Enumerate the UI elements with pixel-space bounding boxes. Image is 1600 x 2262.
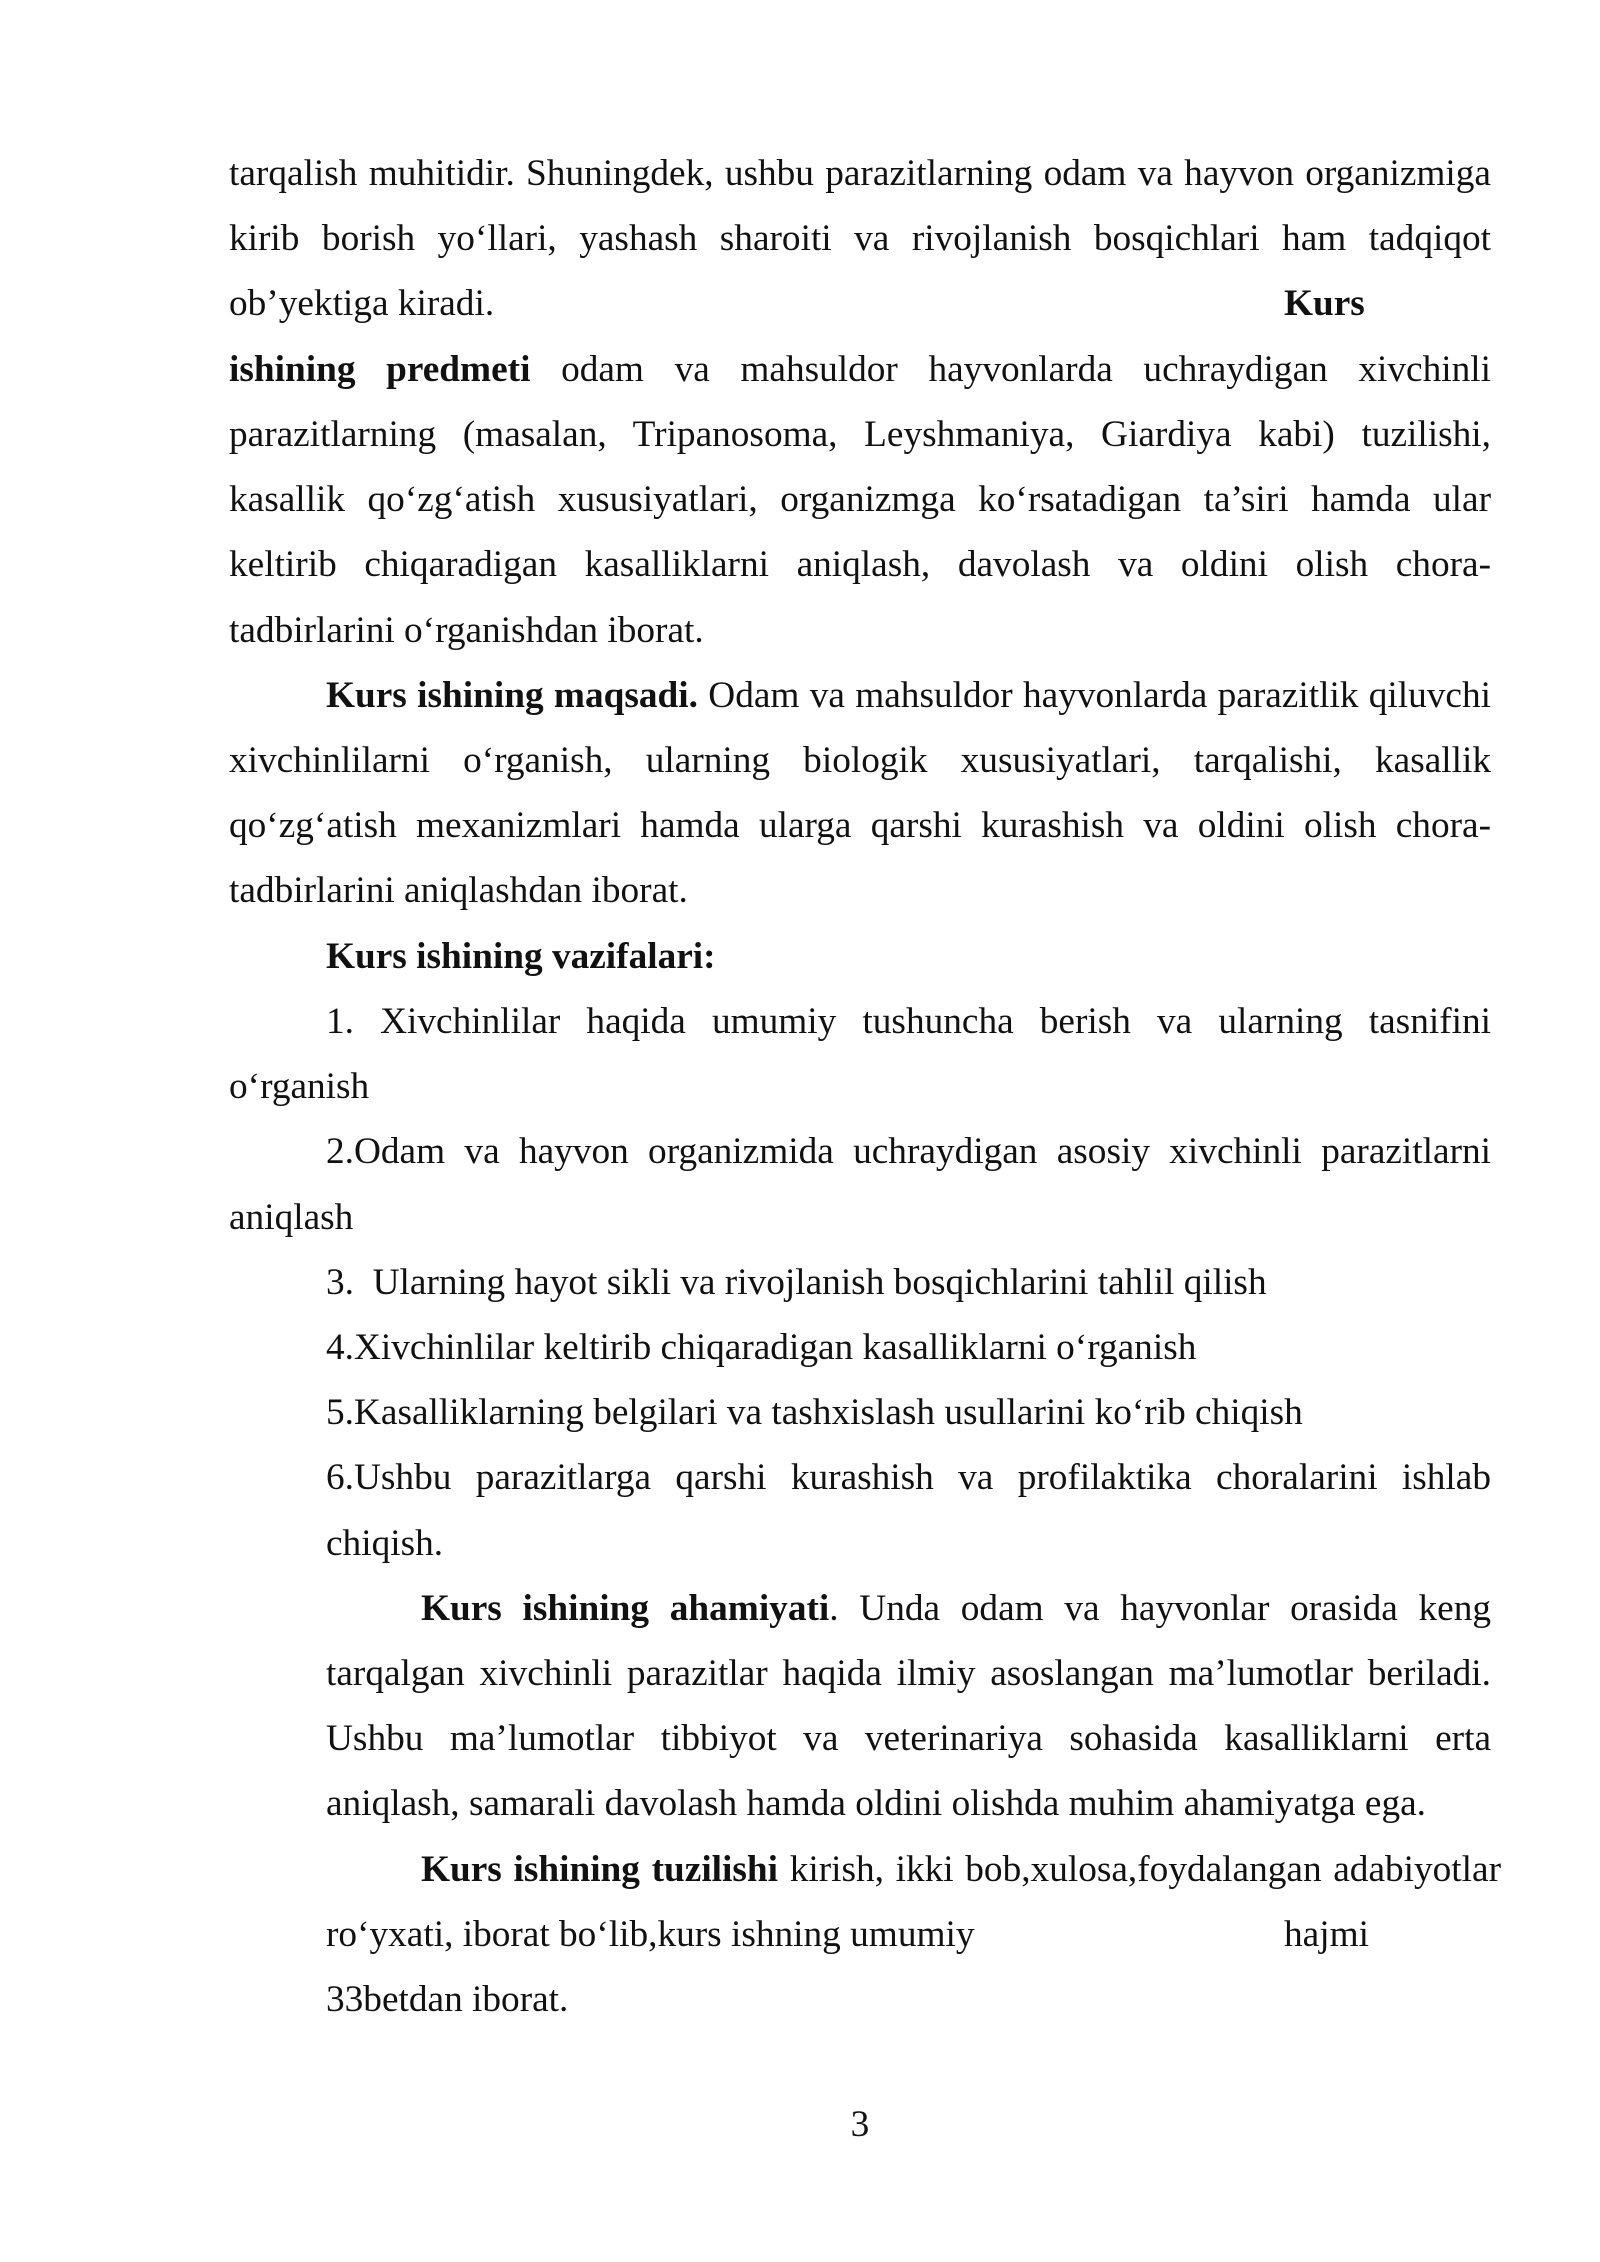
text-line <box>229 598 1491 663</box>
line-text: xivchinlilarni o‘rganish, ularning biologik xususiyatlari, tarqalishi, kasallik <box>229 739 1491 781</box>
list-item <box>326 989 1491 1054</box>
text-line <box>229 141 1491 206</box>
line-text: ro‘yxati, iborat bo‘lib,kurs ishning umumiy <box>326 1913 975 1955</box>
section-heading: ishining predmeti <box>229 348 531 390</box>
text-line <box>229 402 1491 467</box>
list-item-continuation <box>326 1511 1491 1576</box>
line-text: . Unda odam va hayvonlar orasida keng <box>829 1587 1491 1629</box>
list-item <box>326 1119 1491 1184</box>
line-text: kirib borish yo‘llari, yashash sharoiti va rivojlanish bosqichlari ham tadqiqot <box>229 218 1491 260</box>
text-line <box>229 206 1491 271</box>
line-text: o‘rganish <box>229 1066 370 1108</box>
section-heading-first-word: Kurs <box>1284 283 1365 325</box>
line-text: 33betdan iborat. <box>326 1979 569 2021</box>
text-line <box>229 532 1491 597</box>
list-item-continuation <box>229 1185 1491 1250</box>
line-text: kirish, ikki bob,xulosa,foydalangan adabiyotlar <box>789 1848 1502 1890</box>
line-text: 6.Ushbu parazitlarga qarshi kurashish va profilaktika choralarini ishlab <box>326 1457 1491 1499</box>
line-text: Ushbu ma’lumotlar tibbiyot va veterinariya sohasida kasalliklarni erta <box>326 1718 1491 1760</box>
text-line <box>229 858 1491 923</box>
line-text: ob’yektiga kiradi. <box>229 283 495 325</box>
line-text: Odam va mahsuldor hayvonlarda parazitlik qiluvchi <box>708 674 1491 716</box>
list-item <box>326 1445 1491 1510</box>
text-line <box>229 467 1491 532</box>
text-line <box>229 793 1491 858</box>
line-text: tadbirlarini aniqlashdan iborat. <box>229 870 688 912</box>
line-text: kasallik qo‘zg‘atish xususiyatlari, organizmga ko‘rsatadigan ta’siri hamda ular <box>229 479 1491 521</box>
line-text: 4.Xivchinlilar keltirib chiqaradigan kasalliklarni o‘rganish <box>326 1326 1197 1368</box>
line-text: tarqalgan xivchinli parazitlar haqida ilmiy asoslangan ma’lumotlar beriladi. <box>326 1653 1491 1695</box>
page-number: 3 <box>850 2104 870 2145</box>
line-text: odam va mahsuldor hayvonlarda uchraydigan xivchinli <box>561 348 1491 390</box>
list-item <box>326 1315 1491 1380</box>
text-line <box>326 1967 1491 2032</box>
page-body <box>229 141 1502 2032</box>
line-text: chiqish. <box>326 1522 444 1564</box>
list-item <box>326 1250 1491 1315</box>
line-text: tadbirlarini o‘rganishdan iborat. <box>229 609 704 651</box>
text-line <box>326 663 1491 728</box>
text-line <box>229 728 1491 793</box>
list-item-continuation <box>229 1054 1491 1119</box>
line-text: 1. Xivchinlilar haqida umumiy tushuncha berish va ularning tasnifini <box>326 1000 1491 1042</box>
text-line <box>326 1706 1491 1771</box>
line-text: qo‘zg‘atish mexanizmlari hamda ularga qarshi kurashish va oldini olish chora- <box>229 805 1491 847</box>
line-text: aniqlash <box>229 1196 354 1238</box>
line-text: keltirib chiqaradigan kasalliklarni aniqlash, davolash va oldini olish chora- <box>229 544 1491 586</box>
text-line <box>421 1576 1491 1641</box>
line-text: parazitlarning (masalan, Tripanosoma, Leyshmaniya, Giardiya kabi) tuzilishi, <box>229 413 1491 455</box>
text-line <box>326 1771 1491 1836</box>
list-item <box>326 1380 1491 1445</box>
line-text: tarqalish muhitidir. Shuningdek, ushbu parazitlarning odam va hayvon organizmiga <box>229 153 1491 194</box>
text-line <box>421 1837 1501 1902</box>
text-line <box>229 337 1491 402</box>
line-text: 5.Kasalliklarning belgilari va tashxislash usullarini ko‘rib chiqish <box>326 1392 1303 1434</box>
line-text: 2.Odam va hayvon organizmida uchraydigan asosiy xivchinli parazitlarni <box>326 1131 1491 1173</box>
detached-word: hajmi <box>1284 1913 1369 1955</box>
section-heading: Kurs ishining tuzilishi <box>421 1848 779 1890</box>
text-line <box>326 924 1491 989</box>
section-heading: Kurs ishining maqsadi. <box>326 674 698 716</box>
text-line <box>326 1902 1491 1967</box>
section-heading: Kurs ishining vazifalari: <box>326 935 716 977</box>
line-text: aniqlash, samarali davolash hamda oldini olishda muhim ahamiyatga ega. <box>326 1783 1426 1825</box>
text-line <box>326 1641 1491 1706</box>
line-text: 3. Ularning hayot sikli va rivojlanish bosqichlarini tahlil qilish <box>326 1261 1267 1303</box>
section-heading: Kurs ishining ahamiyati <box>421 1587 830 1629</box>
text-line <box>229 271 1491 336</box>
